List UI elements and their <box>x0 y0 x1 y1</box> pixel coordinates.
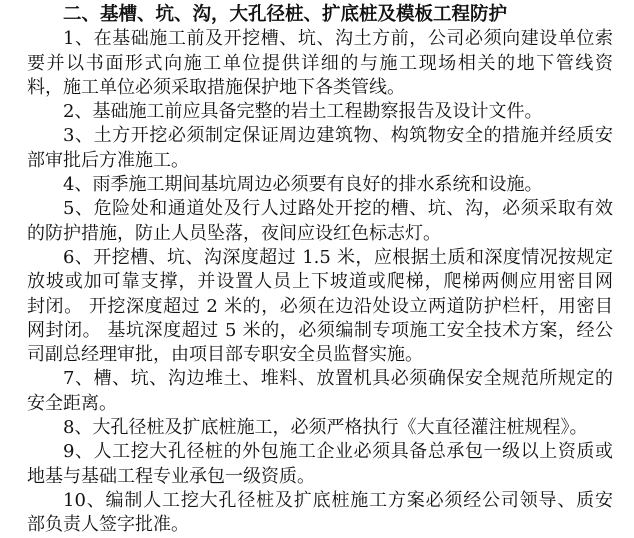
paragraph-line: 4、雨季施工期间基坑周边必须要有良好的排水系统和设施。 <box>63 174 543 196</box>
paragraph-line: 地基与基础工程专业承包一级资质。 <box>27 465 315 487</box>
paragraph-8 <box>27 416 613 440</box>
paragraph-line: 司副总经理审批，由项目部专职安全员监督实施。 <box>27 344 423 366</box>
paragraph-4 <box>27 173 613 197</box>
paragraph-list <box>27 27 613 537</box>
paragraph-line: 放坡或加可靠支撑，并设置人员上下坡道或爬梯，爬梯两侧应用密目网 <box>27 271 613 293</box>
paragraph-line: 部负责人签字批准。 <box>27 514 189 536</box>
paragraph-line: 8、大孔径桩及扩底桩施工，必须严格执行《大直径灌注桩规程》。 <box>63 417 588 439</box>
paragraph-line: 2、基础施工前应具备完整的岩土工程勘察报告及设计文件。 <box>63 101 543 123</box>
paragraph-line: 10、编制人工挖大孔径桩及扩底桩施工方案必须经公司领导、质安 <box>63 489 613 511</box>
paragraph-3 <box>27 124 613 173</box>
paragraph-2 <box>27 100 613 124</box>
document-body <box>27 3 613 538</box>
paragraph-9 <box>27 440 613 489</box>
paragraph-5 <box>27 197 613 246</box>
paragraph-line: 安全距离。 <box>27 392 117 414</box>
section-title: 二、基槽、坑、沟，大孔径桩、扩底桩及模板工程防护 <box>63 4 508 25</box>
paragraph-line: 9、人工挖大孔径桩的外包施工企业必须具备总承包一级以上资质或 <box>63 441 613 463</box>
paragraph-line: 5、危险处和通道处及行人过路处开挖的槽、坑、沟，必须采取有效 <box>63 198 613 220</box>
paragraph-line: 要并以书面形式向施工单位提供详细的与施工现场相关的地下管线资 <box>27 52 613 74</box>
paragraph-line: 料，施工单位必须采取措施保护地下各类管线。 <box>27 76 405 98</box>
paragraph-line: 封闭。 开挖深度超过 2 米的，必须在边沿处设立两道防护栏杆，用密目 <box>27 295 613 317</box>
paragraph-1 <box>27 27 613 100</box>
paragraph-line: 网封闭。 基坑深度超过 5 米的，必须编制专项施工安全技术方案，经公 <box>27 319 613 341</box>
paragraph-line: 的防护措施，防止人员坠落，夜间应设红色标志灯。 <box>27 222 441 244</box>
paragraph-6 <box>27 246 613 367</box>
paragraph-line: 部审批后方准施工。 <box>27 149 189 171</box>
paragraph-line: 6、开挖槽、坑、沟深度超过 1.5 米，应根据土质和深度情况按规定 <box>63 246 613 268</box>
paragraph-line: 7、槽、坑、沟边堆土、堆料、放置机具必须确保安全规范所规定的 <box>63 368 613 390</box>
paragraph-line: 1、在基础施工前及开挖槽、坑、沟土方前，公司必须向建设单位索 <box>63 28 613 50</box>
paragraph-10 <box>27 489 613 538</box>
paragraph-7 <box>27 367 613 416</box>
paragraph-line: 3、土方开挖必须制定保证周边建筑物、构筑物安全的措施并经质安 <box>63 125 613 147</box>
